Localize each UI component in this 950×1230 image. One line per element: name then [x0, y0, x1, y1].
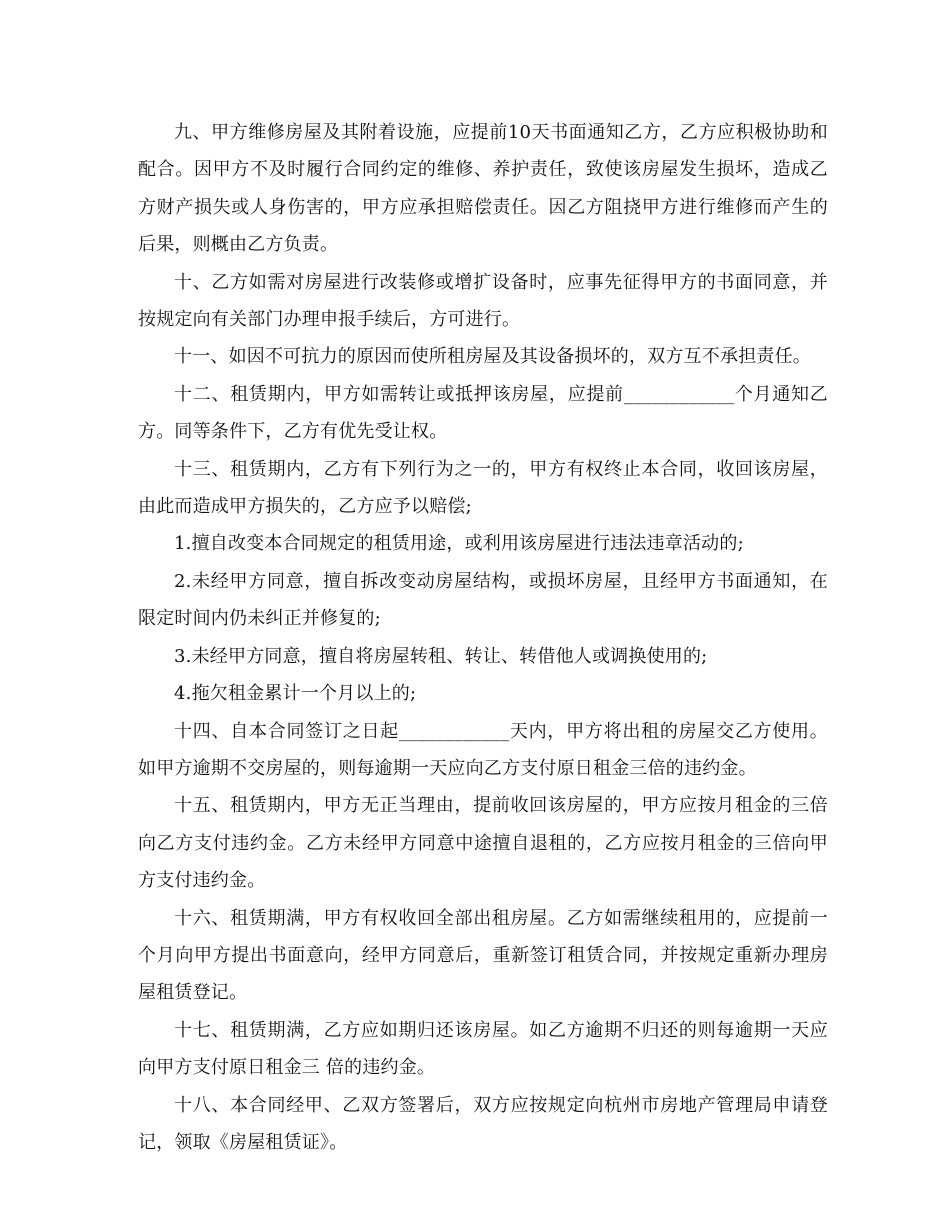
document-page	[138, 114, 828, 1161]
clause-thirteen-item-4: 4.拖欠租金累计一个月以上的;	[174, 683, 417, 705]
clause-twelve: 十二、租赁期内，甲方如需转让或抵押该房屋，应提前____________个月通知乙方。同等条件下，乙方有优先受让权。	[138, 383, 828, 443]
clause-ten: 十、乙方如需对房屋进行改装修或增扩设备时，应事先征得甲方的书面同意，并按规定向有关部门办理申报手续后，方可进行。	[138, 271, 828, 331]
clause-nine: 九、甲方维修房屋及其附着设施，应提前10天书面通知乙方，乙方应积极协助和配合。因甲方不及时履行合同约定的维修、养护责任，致使该房屋发生损坏，造成乙方财产损失或人身伤害的，甲方应承担赔偿责任。因乙方阻挠甲方进行维修而产生的后果，则概由乙方负责。	[138, 122, 828, 256]
clause-thirteen: 十三、租赁期内，乙方有下列行为之一的，甲方有权终止本合同，收回该房屋，由此而造成甲方损失的，乙方应予以赔偿;	[138, 458, 828, 518]
clause-fifteen: 十五、租赁期内，甲方无正当理由，提前收回该房屋的，甲方应按月租金的三倍向乙方支付违约金。乙方未经甲方同意中途擅自退租的，乙方应按月租金的三倍向甲方支付违约金。	[138, 795, 828, 892]
clause-thirteen-item-3: 3.未经甲方同意，擅自将房屋转租、转让、转借他人或调换使用的;	[174, 645, 708, 667]
clause-thirteen-item-1: 1.擅自改变本合同规定的租赁用途，或利用该房屋进行违法违章活动的;	[174, 533, 744, 555]
clause-seventeen: 十七、租赁期满，乙方应如期归还该房屋。如乙方逾期不归还的则每逾期一天应向甲方支付原日租金三 倍的违约金。	[138, 1019, 828, 1079]
clause-eleven: 十一、如因不可抗力的原因而使所租房屋及其设备损坏的，双方互不承担责任。	[174, 346, 811, 368]
clause-thirteen-item-2: 2.未经甲方同意，擅自拆改变动房屋结构，或损坏房屋，且经甲方书面通知，在限定时间内仍未纠正并修复的;	[138, 570, 828, 630]
clause-fourteen: 十四、自本合同签订之日起____________天内，甲方将出租的房屋交乙方使用。如甲方逾期不交房屋的，则每逾期一天应向乙方支付原日租金三倍的违约金。	[138, 720, 828, 779]
clause-sixteen: 十六、租赁期满，甲方有权收回全部出租房屋。乙方如需继续租用的，应提前一个月向甲方提出书面意向，经甲方同意后，重新签订租赁合同，并按规定重新办理房屋租赁登记。	[138, 907, 828, 1004]
clause-eighteen: 十八、本合同经甲、乙双方签署后，双方应按规定向杭州市房地产管理局申请登记，领取《房屋租赁证》。	[138, 1094, 828, 1153]
